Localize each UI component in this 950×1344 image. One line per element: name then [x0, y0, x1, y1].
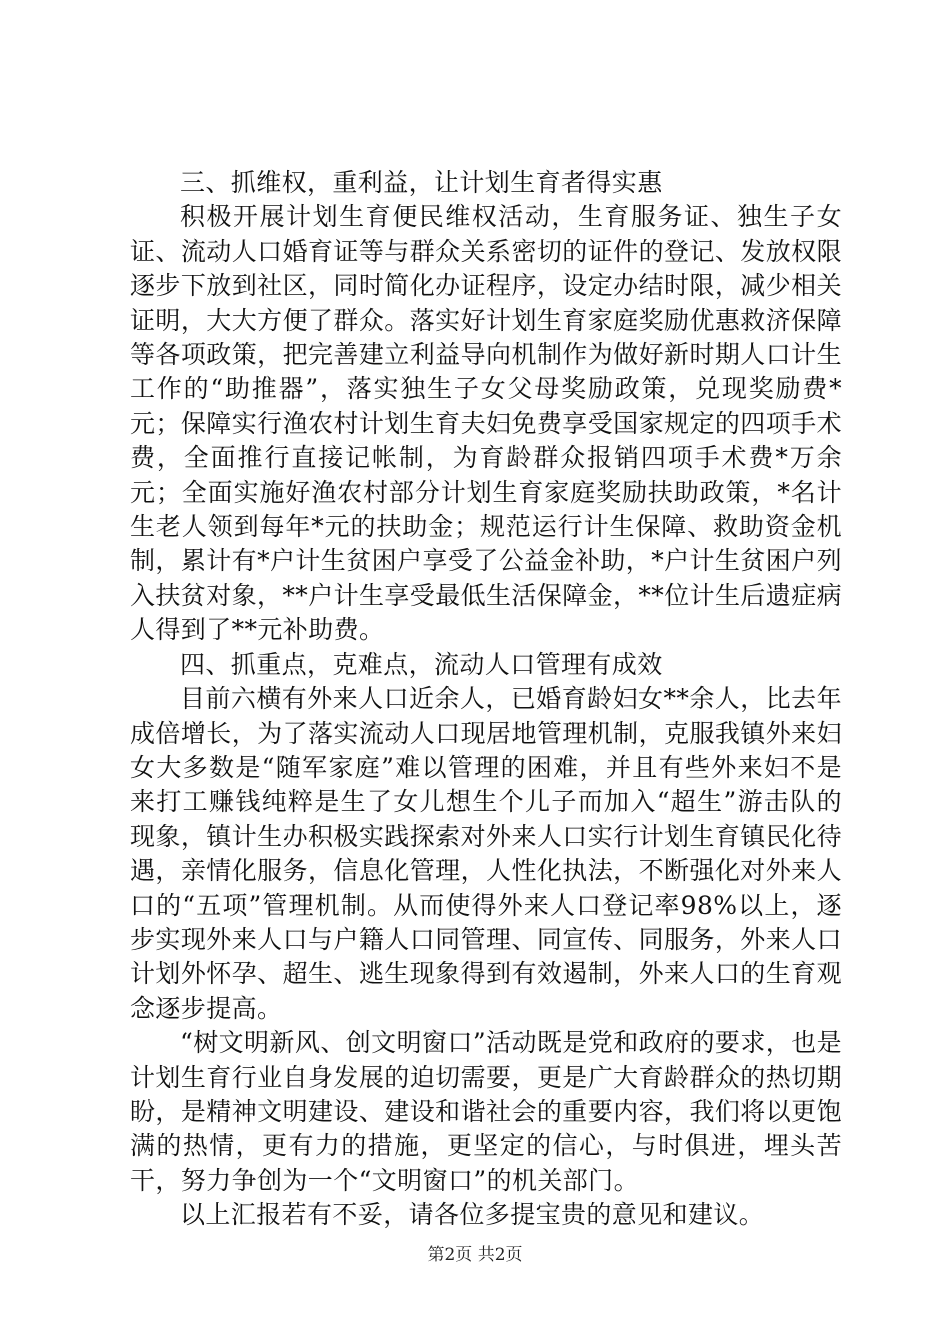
document-body	[130, 166, 842, 1233]
paragraph-rights-benefits: 积极开展计划生育便民维权活动，生育服务证、独生子女证、流动人口婚育证等与群众关系密切的证件的登记、发放权限逐步下放到社区，同时简化办证程序，设定办结时限，减少相关证明，大大方便了群众。落实好计划生育家庭奖励优惠救济保障等各项政策，把完善建立利益导向机制作为做好新时期人口计生工作的“助推器”，落实独生子女父母奖励政策，兑现奖励费*元；保障实行渔农村计划生育夫妇免费享受国家规定的四项手术费，全面推行直接记帐制，为育龄群众报销四项手术费*万余元；全面实施好渔农村部分计划生育家庭奖励扶助政策，*名计生老人领到每年*元的扶助金；规范运行计生保障、救助资金机制，累计有*户计生贫困户享受了公益金补助，*户计生贫困户列入扶贫对象，**户计生享受最低生活保障金，**位计生后遗症病人得到了**元补助费。	[130, 202, 843, 645]
section-heading-3: 三、抓维权，重利益，让计划生育者得实惠	[180, 168, 663, 197]
paragraph-floating-population: 目前六横有外来人口近余人，已婚育龄妇女**余人，比去年成倍增长，为了落实流动人口现居地管理机制，克服我镇外来妇女大多数是“随军家庭”难以管理的困难，并且有些外来妇不是来打工赚钱纯粹是生了女儿想生个儿子而加入“超生”游击队的现象，镇计生办积极实践探索对外来人口实行计划生育镇民化待遇，亲情化服务，信息化管理，人性化执法，不断强化对外来人口的“五项”管理机制。从而使得外来人口登记率98%以上，逐步实现外来人口与户籍人口同管理、同宣传、同服务，外来人口计划外怀孕、超生、逃生现象得到有效遏制，外来人口的生育观念逐步提高。	[130, 684, 842, 1023]
paragraph-civilized-window: “树文明新风、创文明窗口”活动既是党和政府的要求，也是计划生育行业自身发展的迫切需要，更是广大育龄群众的热切期盼，是精神文明建设、建设和谐社会的重要内容，我们将以更饱满的热情，更有力的措施，更坚定的信心，与时俱进，埋头苦干，努力争创为一个“文明窗口”的机关部门。	[130, 1028, 842, 1195]
paragraph-closing: 以上汇报若有不妥，请各位多提宝贵的意见和建议。	[180, 1200, 765, 1230]
page-footer: 第2页 共2页	[427, 1245, 523, 1265]
section-heading-4: 四、抓重点，克难点，流动人口管理有成效	[180, 649, 663, 679]
